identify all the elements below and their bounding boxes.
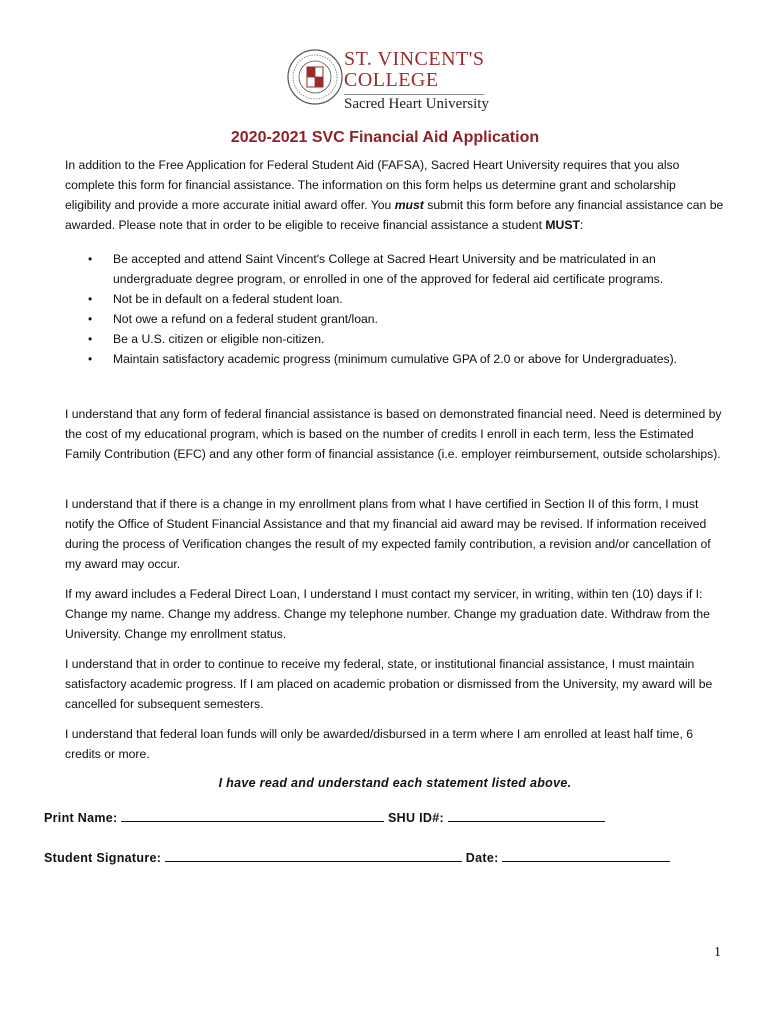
- direct-loan-paragraph: If my award includes a Federal Direct Loan, I understand I must contact my servicer, in writing, within ten (10) days if I: Change my name. Change my address. Change my telephone number. Change my graduation date. Withdraw from the University. Change my enrollment status.: [65, 587, 710, 641]
- date-label: Date:: [465, 851, 499, 865]
- academic-progress-paragraph: I understand that in order to continue to receive my federal, state, or institutional financial assistance, I must maintain satisfactory academic progress. If I am placed on academic probation or dismissed from the University, my award will be cancelled for subsequent semesters.: [65, 657, 713, 711]
- page-title: 2020-2021 SVC Financial Aid Application: [230, 129, 540, 146]
- intro-text-part1: In addition to the Free Application for Federal Student Aid (FAFSA), Sacred Heart University requires that you also complete this form for financial assistance. The information on this form helps us determine grant and scholarship eligibility and provide a more accurate initial award offer. You: [65, 158, 680, 212]
- page-number: 1: [714, 945, 721, 960]
- student-signature-label: Student Signature:: [44, 851, 162, 865]
- print-name-field[interactable]: [121, 808, 384, 822]
- enrollment-change-paragraph: I understand that if there is a change in my enrollment plans from what I have certified in Section II of this form, I must notify the Office of Student Financial Assistance and that my financial aid award may be revised. If information received during the process of Verification changes the result of my expected family contribution, a revision and/or cancellation of my award may occur.: [65, 497, 711, 571]
- list-item: • Be accepted and attend Saint Vincent's College at Sacred Heart University and be matriculated in an undergraduate degree program, or enrolled in one of the approved for federal aid certificate programs.: [88, 249, 708, 289]
- college-seal-icon: [286, 48, 344, 106]
- shu-id-field[interactable]: [448, 808, 605, 822]
- intro-paragraph: [65, 155, 725, 235]
- list-item: • Not owe a refund on a federal student grant/loan.: [88, 309, 708, 329]
- acknowledgement-statement: I have read and understand each statement listed above.: [218, 776, 572, 790]
- financial-need-paragraph: I understand that any form of federal financial assistance is based on demonstrated financial need. Need is determined by the cost of my educational program, which is based on the number of credits I enroll in each term, less the Estimated Family Contribution (EFC) and any other form of financial assistance (i.e. employer reimbursement, outside scholarships).: [65, 407, 722, 461]
- student-signature-field[interactable]: [165, 848, 462, 862]
- list-item: • Be a U.S. citizen or eligible non-citizen.: [88, 329, 708, 349]
- list-item: • Maintain satisfactory academic progress (minimum cumulative GPA of 2.0 or above for Undergraduates).: [88, 349, 708, 369]
- intro-must-bold: MUST: [545, 218, 580, 232]
- intro-text-part3: :: [579, 218, 584, 232]
- signature-date-row: [44, 848, 670, 865]
- name-id-row: [44, 808, 605, 825]
- requirements-list: [88, 249, 708, 369]
- print-name-label: Print Name:: [44, 811, 118, 825]
- logo-college-name-line2: COLLEGE: [344, 69, 439, 91]
- intro-text-part2: submit this form before any financial assistance can be awarded. Please note that in order to be eligible to receive financial assistance a student: [65, 198, 724, 232]
- loan-disbursement-paragraph: I understand that federal loan funds will only be awarded/disbursed in a term where I am enrolled at least half time, 6 credits or more.: [65, 727, 694, 761]
- logo-college-name-line1: ST. VINCENT'S: [344, 48, 485, 70]
- date-field[interactable]: [502, 848, 670, 862]
- list-item: • Not be in default on a federal student loan.: [88, 289, 708, 309]
- logo-divider: [344, 94, 484, 95]
- college-logo: [286, 46, 496, 120]
- logo-university-name: Sacred Heart University: [344, 96, 489, 112]
- intro-must-emphasis: must: [394, 198, 424, 212]
- shu-id-label: SHU ID#:: [388, 811, 444, 825]
